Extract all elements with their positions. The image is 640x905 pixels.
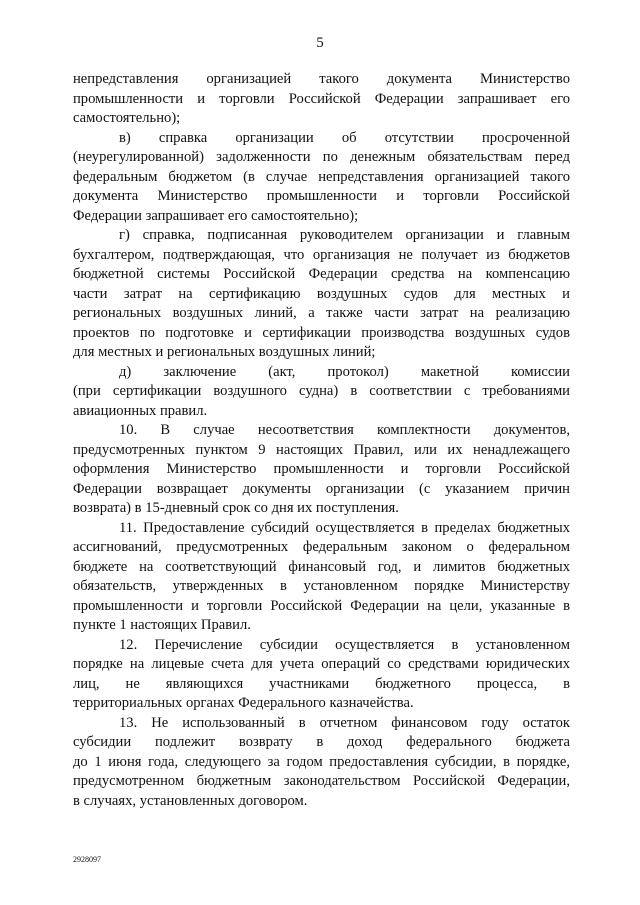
text-line: авиационных правил. xyxy=(73,402,208,419)
text-line: 10. В случае несоответствия комплектности документов, xyxy=(119,422,570,438)
paragraph xyxy=(73,421,570,519)
text-line: бюджете на соответствующий финансовый год, и лимитов бюджетных xyxy=(73,558,570,575)
text-line: части затрат на сертификацию воздушных судов для местных и xyxy=(73,285,570,302)
text-line: (неурегулированной) задолженности по денежным обязательствам перед xyxy=(73,149,570,165)
text-line: предусмотренных пунктом 9 настоящих Правил, или их ненадлежащего xyxy=(73,441,570,458)
paragraph xyxy=(73,70,570,129)
text-line: субсидии подлежит возврату в доход федерального бюджета xyxy=(73,734,570,750)
text-line: в) справка организации об отсутствии просроченной xyxy=(119,129,570,146)
text-line: территориальных органах Федерального казначейства. xyxy=(73,695,414,711)
text-line: оформления Министерство промышленности и торговли Российской xyxy=(73,461,570,477)
paragraph xyxy=(73,636,570,714)
text-line: 11. Предоставление субсидий осуществляется в пределах бюджетных xyxy=(119,519,570,536)
paragraph xyxy=(73,129,570,227)
text-line: пункте 1 настоящих Правил. xyxy=(73,617,251,633)
text-line: предусмотренном бюджетным законодательством Российской Федерации, xyxy=(73,773,570,789)
text-line: для местных и региональных воздушных линий; xyxy=(73,344,376,360)
text-line: Федерации запрашивает его самостоятельно); xyxy=(73,207,359,224)
document-code: 2928097 xyxy=(73,855,101,864)
text-line: бюджетной системы Российской Федерации средства на компенсацию xyxy=(73,266,570,282)
text-line: промышленности и торговли Российской Федерации запрашивает его xyxy=(73,90,570,107)
text-line: до 1 июня года, следующего за годом предоставления субсидии, в порядке, xyxy=(73,753,570,770)
paragraph xyxy=(73,519,570,636)
text-line: документа Министерство промышленности и торговли Российской xyxy=(73,188,570,204)
text-line: бухгалтером, подтверждающая, что организация не получает из бюджетов xyxy=(73,246,570,263)
text-line: возврата) в 15-дневный срок со дня их поступления. xyxy=(73,500,399,516)
text-line: региональных воздушных линий, а также части затрат на реализацию xyxy=(73,305,570,321)
text-line: самостоятельно); xyxy=(73,110,181,126)
paragraph xyxy=(73,363,570,422)
text-line: (при сертификации воздушного судна) в соответствии с требованиями xyxy=(73,383,570,399)
document-body xyxy=(73,70,570,811)
text-line: 13. Не использованный в отчетном финансовом году остаток xyxy=(119,714,570,731)
paragraph xyxy=(73,714,570,812)
text-line: обязательств, утвержденных в установленном порядке Министерству xyxy=(73,578,570,594)
text-line: проектов по подготовке и сертификации производства воздушных судов xyxy=(73,324,570,341)
text-line: промышленности и торговли Российской Федерации на цели, указанные в xyxy=(73,597,570,614)
page-number: 5 xyxy=(316,35,324,51)
text-line: Федерации возвращает документы организации (с указанием причин xyxy=(73,480,570,497)
text-line: 12. Перечисление субсидии осуществляется в установленном xyxy=(119,636,570,653)
text-line: ассигнований, предусмотренных федеральным законом о федеральном xyxy=(73,539,570,555)
text-line: д) заключение (акт, протокол) макетной комиссии xyxy=(119,363,570,380)
paragraph xyxy=(73,226,570,363)
text-line: в случаях, установленных договором. xyxy=(73,792,308,809)
text-line: г) справка, подписанная руководителем организации и главным xyxy=(119,227,570,243)
text-line: федеральным бюджетом (в случае непредставления организацией такого xyxy=(73,168,570,185)
text-line: непредставления организацией такого документа Министерство xyxy=(73,71,570,87)
text-line: лиц, не являющихся участниками бюджетного процесса, в xyxy=(73,675,570,692)
text-line: порядке на лицевые счета для учета операций со средствами юридических xyxy=(73,656,570,672)
